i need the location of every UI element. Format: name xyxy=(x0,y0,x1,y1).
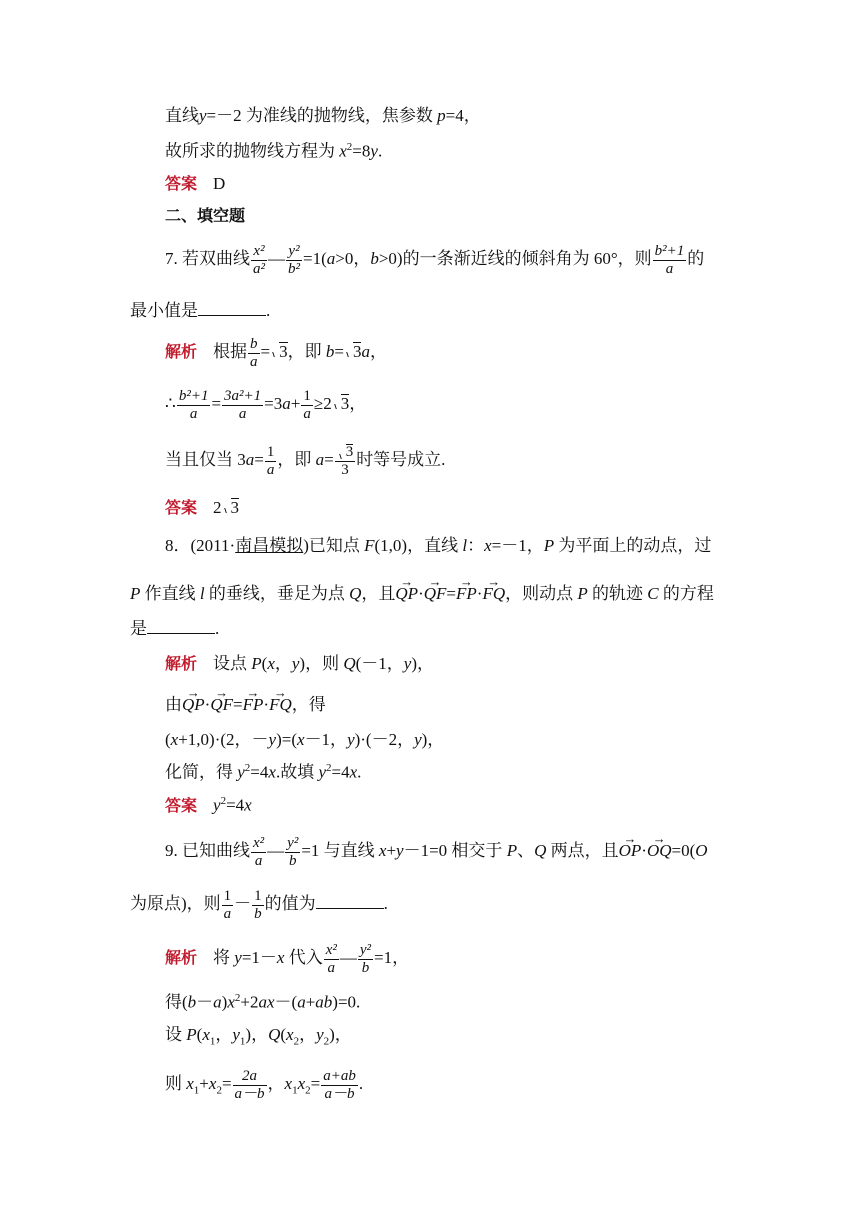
solution-9b: 得$(b-a)x^2+2ax-(a+ab)=0$. xyxy=(165,992,361,1012)
answer-blank xyxy=(316,907,384,909)
question-9-line2: 为原点)，则 $\frac{1}{a}$ － $\frac{1}{b}$ 的值为 . xyxy=(130,888,388,922)
solution-9: 解析 将 y=1－x 代入 $\frac{\text{x²}}{a}$ — $\frac{\text{y²}}{b}$ =1， xyxy=(165,942,410,976)
answer-label: 答案 xyxy=(165,797,198,815)
answer-8: 答案 $y^2=4x$ xyxy=(165,795,252,815)
answer-blank xyxy=(147,632,215,634)
question-7-line2: 最小值是 . xyxy=(130,301,271,320)
solution-8b: 由→ QP·→ QF=→ FP·→ FQ，得 xyxy=(165,696,326,713)
question-8: 8．(2011·南昌模拟)已知点 F(1,0)，直线 l：x=－1，P 为平面上的动点，过 xyxy=(165,536,712,555)
solution-8c: (x+1,0)·(2，－y)=(x－1，y)·(－2，y)， xyxy=(165,730,445,749)
solution-9c: 设 $P(x_1$，$y_1$)，$Q(x_2$，$y_2$)， xyxy=(165,1025,352,1048)
solution-line: 故所求的抛物线方程为 $x^2=8y$. xyxy=(165,141,383,161)
solution-line: 直线y=－2 为准线的抛物线，焦参数 p=4， xyxy=(165,106,481,125)
solution-label: 解析 xyxy=(165,949,198,967)
answer-label: 答案 xyxy=(165,176,198,193)
answer-7: 答案 2 3 xyxy=(165,498,240,517)
question-8-line2: P 作直线 l 的垂线，垂足为点 Q，且→ QP·→ QF=→ FP·→ FQ，则动点 P 的轨迹 C 的方程 xyxy=(130,585,714,602)
question-9: 9. 已知曲线 $\frac{\text{x²}}{a}$ — $\frac{\text{y²}}{b}$ =1 与直线 x+y－1=0 相交于 P、Q 两点，且→ OP·→ OQ=0(O xyxy=(165,835,708,869)
question-8-line3: 是 . xyxy=(130,619,220,638)
solution-7c: 当且仅当 3a= $\frac{1}{a}$ ，即 a= $\frac{3}{3}$ 时等号成立. xyxy=(165,444,446,478)
source-link: 南昌模拟 xyxy=(235,536,304,555)
solution-label: 解析 xyxy=(165,656,198,673)
solution-8: 解析 设点 P(x，y)，则 Q(－1，y)， xyxy=(165,654,435,673)
question-7: 7. 若双曲线 $\frac{\text{x²}}{\text{a²}}$ — $\frac{\text{y²}}{\text{b²}}$ =1(a>0，b>0)的一条渐近线的倾斜角为 60°，则 $\frac{\text{b²+1}}{a}$ 的 xyxy=(165,243,705,277)
solution-7b: ∴ $\frac{\text{b²+1}}{a}$ = $\frac{\text{3a²+1}}{a}$ =3a+ $\frac{1}{a}$ ≥2 3， xyxy=(165,388,367,422)
solution-7: 解析 根据 $\frac{b}{a}$ = 3，即 b= 3a， xyxy=(165,336,387,370)
solution-8d: 化简，得 $y^2=4x$.故填 $y^2=4x$. xyxy=(165,762,362,782)
solution-label: 解析 xyxy=(165,343,198,361)
answer-label: 答案 xyxy=(165,500,198,517)
solution-9d: 则 $x_1+x_2=$ $\frac{2a}{a-b}$ ，$x_1x_2=$ $\frac{a+ab}{a-b}$ . xyxy=(165,1068,364,1102)
answer-blank xyxy=(198,314,266,316)
section-heading: 二、填空题 xyxy=(165,208,246,225)
answer-line: 答案 D xyxy=(165,174,226,193)
